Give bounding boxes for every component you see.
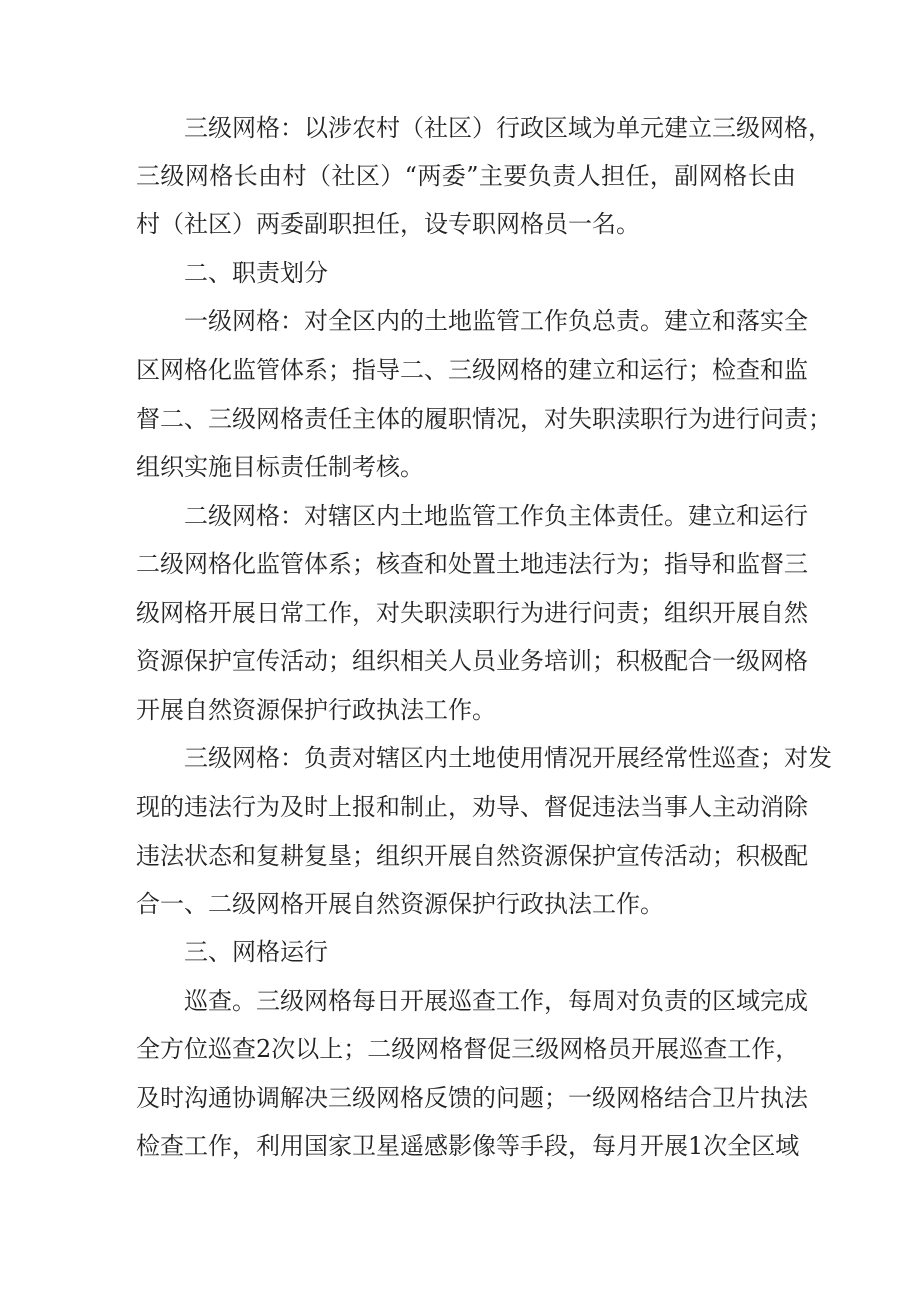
paragraph-patrol-line-4: 检查工作，利用国家卫星遥感影像等手段，每月开展1次全区域 — [136, 1132, 800, 1160]
paragraph-level2-duty-line-3: 级网格开展日常工作，对失职渎职行为进行问责；组织开展自然 — [136, 599, 808, 627]
paragraph-level3-grid-line-3: 村（社区）两委副职担任，设专职网格员一名。 — [136, 210, 640, 238]
paragraph-level3-duty-line-2: 现的违法行为及时上报和制止，劝导、督促违法当事人主动消除 — [136, 793, 808, 821]
paragraph-level1-duty-line-3: 督二、三级网格责任主体的履职情况，对失职渎职行为进行问责； — [136, 405, 832, 433]
paragraph-level2-duty-line-2: 二级网格化监管体系；核查和处置土地违法行为；指导和监督三 — [136, 550, 808, 578]
paragraph-level2-duty-line-4: 资源保护宣传活动；组织相关人员业务培训；积极配合一级网格 — [136, 647, 808, 675]
paragraph-level3-grid-line-1: 三级网格：以涉农村（社区）行政区域为单元建立三级网格， — [184, 114, 832, 142]
paragraph-level3-duty-line-3: 违法状态和复耕复垦；组织开展自然资源保护宣传活动；积极配 — [136, 842, 808, 870]
paragraph-level3-duty-line-1: 三级网格：负责对辖区内土地使用情况开展经常性巡查；对发 — [184, 744, 832, 772]
section-heading-duties: 二、职责划分 — [184, 259, 328, 287]
paragraph-level3-grid-line-2: 三级网格长由村（社区）“两委”主要负责人担任，副网格长由 — [136, 162, 796, 190]
section-heading-operation: 三、网格运行 — [184, 938, 328, 966]
paragraph-level2-duty-line-1: 二级网格：对辖区内土地监管工作负主体责任。建立和运行 — [184, 502, 808, 530]
paragraph-level2-duty-line-5: 开展自然资源保护行政执法工作。 — [136, 696, 496, 724]
paragraph-level3-duty-line-4: 合一、二级网格开展自然资源保护行政执法工作。 — [136, 890, 664, 918]
paragraph-patrol-line-3: 及时沟通协调解决三级网格反馈的问题；一级网格结合卫片执法 — [136, 1084, 808, 1112]
paragraph-level1-duty-line-4: 组织实施目标责任制考核。 — [136, 453, 424, 481]
paragraph-level1-duty-line-1: 一级网格：对全区内的土地监管工作负总责。建立和落实全 — [184, 307, 808, 335]
paragraph-patrol-line-2: 全方位巡查2次以上；二级网格督促三级网格员开展巡查工作， — [136, 1035, 800, 1063]
paragraph-level1-duty-line-2: 区网格化监管体系；指导二、三级网格的建立和运行；检查和监 — [136, 356, 808, 384]
paragraph-patrol-line-1: 巡查。三级网格每日开展巡查工作，每周对负责的区域完成 — [184, 987, 808, 1015]
